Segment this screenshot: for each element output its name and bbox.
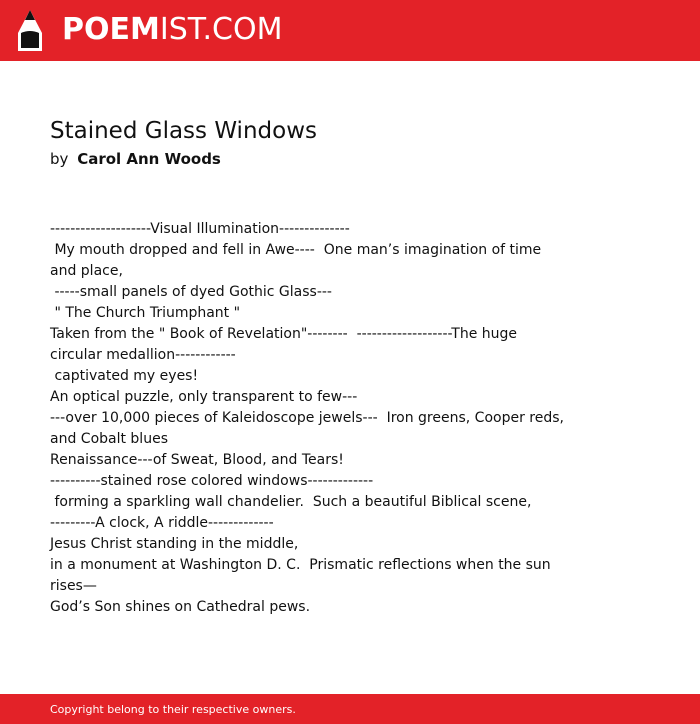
site-logo[interactable] bbox=[62, 13, 282, 47]
poem-line: God’s Son shines on Cathedral pews. bbox=[50, 599, 311, 615]
poem-line: Taken from the " Book of Revelation"-------- -------------------The huge circular medallion------------ bbox=[50, 326, 522, 363]
byline bbox=[50, 149, 221, 169]
poem-line: ---------A clock, A riddle------------- bbox=[50, 515, 274, 531]
site-footer bbox=[0, 694, 700, 724]
poem-line: in a monument at Washington D. C. Prismatic reflections when the sun rises— bbox=[50, 557, 556, 594]
poem-line: Renaissance---of Sweat, Blood, and Tears! bbox=[50, 452, 344, 468]
poem-line: My mouth dropped and fell in Awe---- One man’s imagination of time and place, bbox=[50, 242, 546, 279]
site-header bbox=[0, 0, 700, 61]
poem-line: ---over 10,000 pieces of Kaleidoscope jewels--- Iron greens, Cooper reds, and Cobalt blues bbox=[50, 410, 569, 447]
poem-line: captivated my eyes! bbox=[50, 368, 199, 384]
logo-bold-text: POEM bbox=[62, 12, 160, 47]
poem-line: forming a sparkling wall chandelier. Such a beautiful Biblical scene, bbox=[50, 494, 532, 510]
poem-line: -----small panels of dyed Gothic Glass--- bbox=[50, 284, 332, 300]
poem-line: Jesus Christ standing in the middle, bbox=[50, 536, 299, 552]
pencil-icon[interactable] bbox=[17, 9, 43, 52]
poem-body bbox=[50, 219, 570, 618]
poem-line: --------------------Visual Illumination-------------- bbox=[50, 221, 350, 237]
poem-title: Stained Glass Windows bbox=[50, 118, 317, 144]
author-name: Carol Ann Woods bbox=[77, 150, 221, 168]
poem-line: An optical puzzle, only transparent to few--- bbox=[50, 389, 358, 405]
by-label: by bbox=[50, 150, 69, 168]
poem-line: ----------stained rose colored windows------------- bbox=[50, 473, 374, 489]
logo-light-text: IST.COM bbox=[159, 12, 283, 47]
copyright-notice: Copyright belong to their respective owners. bbox=[50, 703, 296, 716]
poem-line: " The Church Triumphant " bbox=[50, 305, 241, 321]
